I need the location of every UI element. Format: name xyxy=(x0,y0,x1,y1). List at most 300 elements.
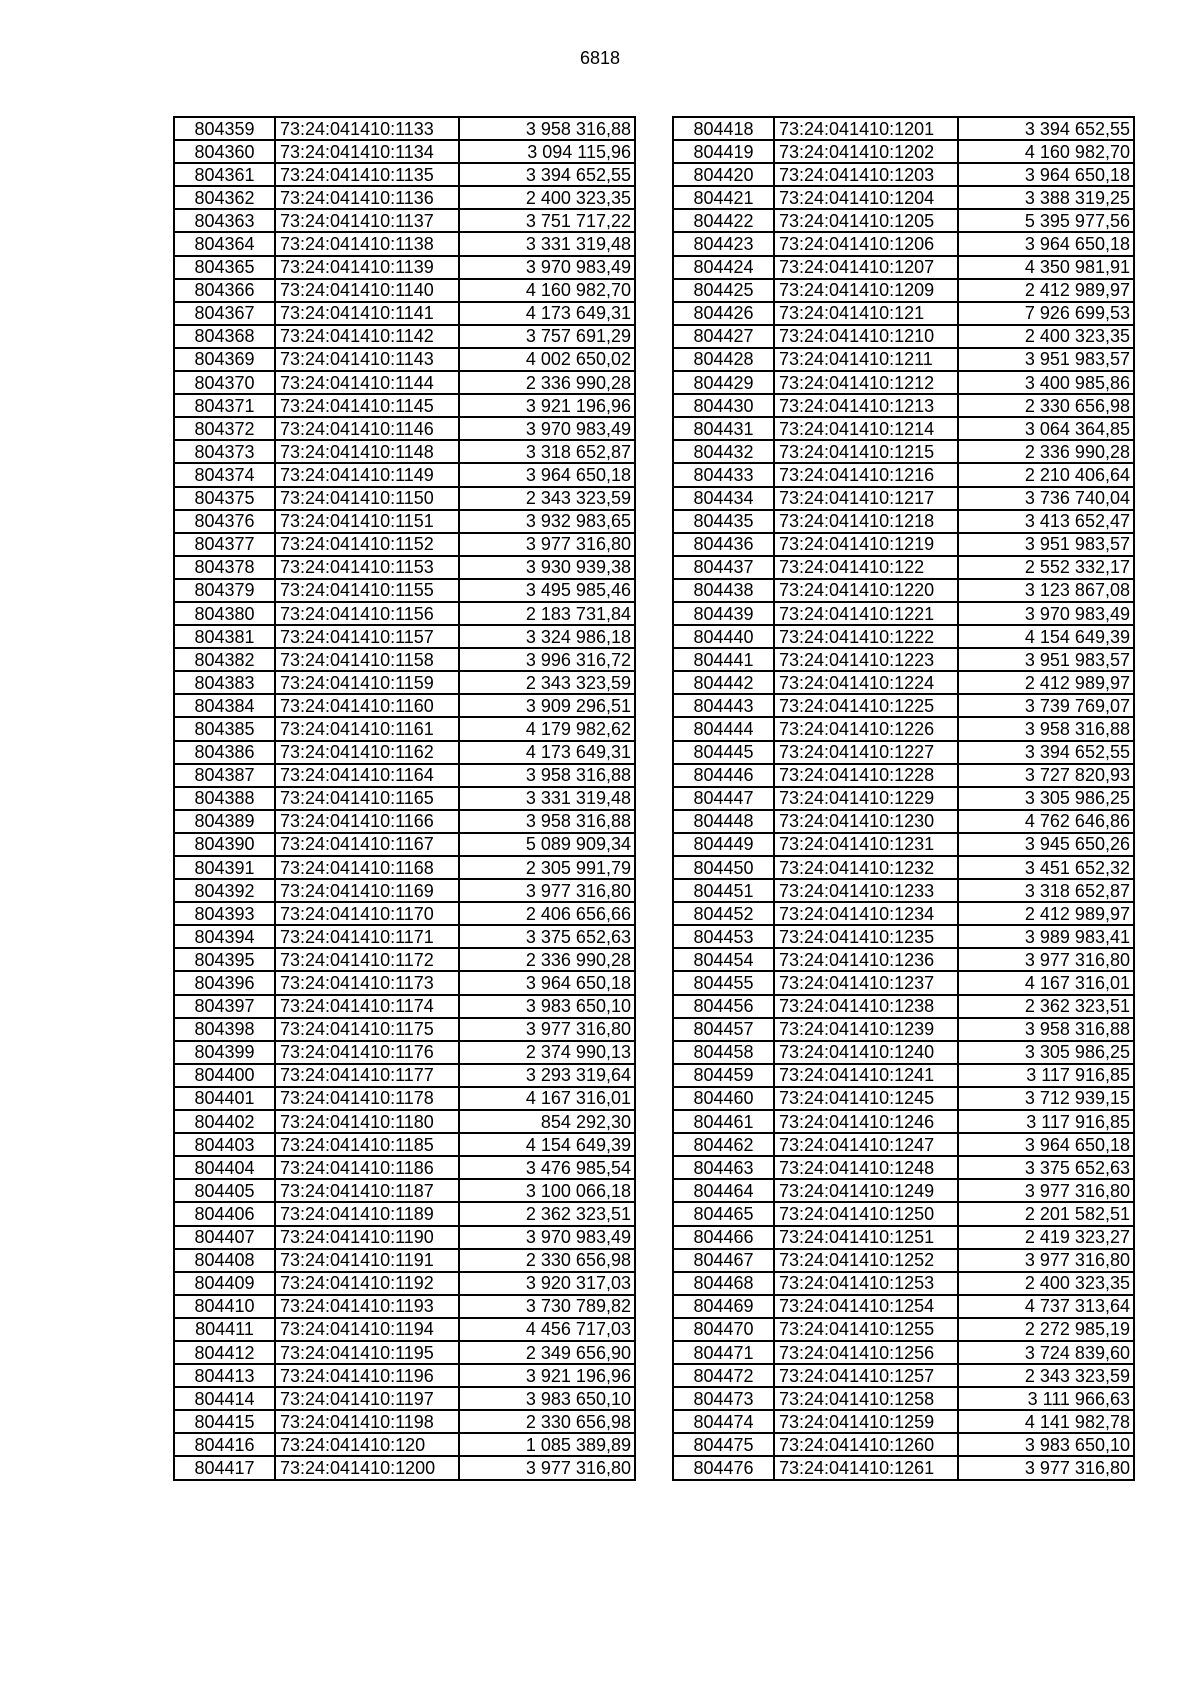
value-cell: 3 964 650,18 xyxy=(958,232,1134,255)
row-number-cell: 804470 xyxy=(673,1318,774,1341)
table-row xyxy=(174,487,635,510)
row-number-cell: 804382 xyxy=(174,648,275,671)
value-cell: 3 970 983,49 xyxy=(459,256,635,279)
row-number-cell: 804460 xyxy=(673,1087,774,1110)
value-cell: 3 394 652,55 xyxy=(958,117,1134,140)
value-cell: 2 183 731,84 xyxy=(459,602,635,625)
row-number-cell: 804469 xyxy=(673,1295,774,1318)
cadastral-number-cell: 73:24:041410:1161 xyxy=(275,717,459,740)
table-row xyxy=(673,371,1134,394)
value-cell: 4 173 649,31 xyxy=(459,741,635,764)
row-number-cell: 804413 xyxy=(174,1364,275,1387)
cadastral-number-cell: 73:24:041410:1236 xyxy=(774,948,958,971)
row-number-cell: 804456 xyxy=(673,995,774,1018)
cadastral-number-cell: 73:24:041410:1230 xyxy=(774,810,958,833)
cadastral-number-cell: 73:24:041410:1240 xyxy=(774,1041,958,1064)
value-cell: 3 117 916,85 xyxy=(958,1110,1134,1133)
value-cell: 4 350 981,91 xyxy=(958,256,1134,279)
row-number-cell: 804377 xyxy=(174,533,275,556)
cadastral-number-cell: 73:24:041410:1140 xyxy=(275,279,459,302)
row-number-cell: 804452 xyxy=(673,902,774,925)
cadastral-number-cell: 73:24:041410:1180 xyxy=(275,1110,459,1133)
value-cell: 2 336 990,28 xyxy=(459,371,635,394)
table-row xyxy=(174,1226,635,1249)
table-row xyxy=(174,833,635,856)
row-number-cell: 804466 xyxy=(673,1226,774,1249)
table-row xyxy=(174,787,635,810)
table-row xyxy=(673,902,1134,925)
row-number-cell: 804394 xyxy=(174,925,275,948)
cadastral-number-cell: 73:24:041410:1256 xyxy=(774,1341,958,1364)
cadastral-number-cell: 73:24:041410:1222 xyxy=(774,625,958,648)
table-row xyxy=(174,971,635,994)
cadastral-number-cell: 73:24:041410:1185 xyxy=(275,1133,459,1156)
cadastral-number-cell: 73:24:041410:1224 xyxy=(774,671,958,694)
row-number-cell: 804464 xyxy=(673,1179,774,1202)
table-row xyxy=(673,948,1134,971)
value-cell: 3 724 839,60 xyxy=(958,1341,1134,1364)
table-row xyxy=(673,279,1134,302)
row-number-cell: 804389 xyxy=(174,810,275,833)
row-number-cell: 804367 xyxy=(174,302,275,325)
cadastral-number-cell: 73:24:041410:1152 xyxy=(275,533,459,556)
table-row xyxy=(174,995,635,1018)
value-cell: 3 921 196,96 xyxy=(459,1364,635,1387)
table-row xyxy=(174,1272,635,1295)
cadastral-number-cell: 73:24:041410:1220 xyxy=(774,579,958,602)
row-number-cell: 804427 xyxy=(673,325,774,348)
cadastral-number-cell: 73:24:041410:1156 xyxy=(275,602,459,625)
value-cell: 3 909 296,51 xyxy=(459,694,635,717)
row-number-cell: 804415 xyxy=(174,1410,275,1433)
table-row xyxy=(673,487,1134,510)
cadastral-number-cell: 73:24:041410:1150 xyxy=(275,487,459,510)
value-cell: 3 111 966,63 xyxy=(958,1387,1134,1410)
table-row xyxy=(174,556,635,579)
table-row xyxy=(673,1456,1134,1479)
row-number-cell: 804407 xyxy=(174,1226,275,1249)
row-number-cell: 804365 xyxy=(174,256,275,279)
value-cell: 3 727 820,93 xyxy=(958,764,1134,787)
cadastral-number-cell: 73:24:041410:1195 xyxy=(275,1341,459,1364)
row-number-cell: 804457 xyxy=(673,1018,774,1041)
cadastral-number-cell: 73:24:041410:1153 xyxy=(275,556,459,579)
table-row xyxy=(174,1041,635,1064)
value-cell: 3 983 650,10 xyxy=(459,995,635,1018)
cadastral-number-cell: 73:24:041410:1146 xyxy=(275,417,459,440)
table-row xyxy=(174,1202,635,1225)
value-cell: 4 173 649,31 xyxy=(459,302,635,325)
value-cell: 3 736 740,04 xyxy=(958,487,1134,510)
table-row xyxy=(174,810,635,833)
value-cell: 3 117 916,85 xyxy=(958,1064,1134,1087)
table-row xyxy=(673,186,1134,209)
cadastral-number-cell: 73:24:041410:1212 xyxy=(774,371,958,394)
row-number-cell: 804461 xyxy=(673,1110,774,1133)
value-cell: 3 964 650,18 xyxy=(958,163,1134,186)
value-cell: 3 951 983,57 xyxy=(958,648,1134,671)
table-row xyxy=(174,764,635,787)
cadastral-number-cell: 73:24:041410:1134 xyxy=(275,140,459,163)
row-number-cell: 804435 xyxy=(673,510,774,533)
row-number-cell: 804443 xyxy=(673,694,774,717)
value-cell: 3 996 316,72 xyxy=(459,648,635,671)
table-row xyxy=(174,1087,635,1110)
row-number-cell: 804458 xyxy=(673,1041,774,1064)
row-number-cell: 804386 xyxy=(174,741,275,764)
cadastral-number-cell: 73:24:041410:1235 xyxy=(774,925,958,948)
table-row xyxy=(174,279,635,302)
cadastral-number-cell: 73:24:041410:1232 xyxy=(774,856,958,879)
value-cell: 3 977 316,80 xyxy=(459,879,635,902)
value-cell: 4 154 649,39 xyxy=(459,1133,635,1156)
value-cell: 4 002 650,02 xyxy=(459,348,635,371)
table-row xyxy=(673,463,1134,486)
value-cell: 5 089 909,34 xyxy=(459,833,635,856)
cadastral-number-cell: 73:24:041410:1145 xyxy=(275,394,459,417)
table-row xyxy=(673,232,1134,255)
table-row xyxy=(174,1433,635,1456)
value-cell: 3 964 650,18 xyxy=(958,1133,1134,1156)
cadastral-number-cell: 73:24:041410:1174 xyxy=(275,995,459,1018)
table-row xyxy=(174,694,635,717)
value-cell: 2 210 406,64 xyxy=(958,463,1134,486)
value-cell: 3 932 983,65 xyxy=(459,510,635,533)
cadastral-number-cell: 73:24:041410:1141 xyxy=(275,302,459,325)
value-cell: 2 374 990,13 xyxy=(459,1041,635,1064)
row-number-cell: 804372 xyxy=(174,417,275,440)
row-number-cell: 804462 xyxy=(673,1133,774,1156)
value-cell: 3 983 650,10 xyxy=(958,1433,1134,1456)
value-cell: 2 552 332,17 xyxy=(958,556,1134,579)
cadastral-number-cell: 73:24:041410:1159 xyxy=(275,671,459,694)
table-row xyxy=(174,1364,635,1387)
table-row xyxy=(174,602,635,625)
row-number-cell: 804421 xyxy=(673,186,774,209)
cadastral-number-cell: 73:24:041410:122 xyxy=(774,556,958,579)
table-row xyxy=(673,1179,1134,1202)
row-number-cell: 804436 xyxy=(673,533,774,556)
value-cell: 3 930 939,38 xyxy=(459,556,635,579)
row-number-cell: 804359 xyxy=(174,117,275,140)
table-row xyxy=(673,1064,1134,1087)
cadastral-number-cell: 73:24:041410:1177 xyxy=(275,1064,459,1087)
value-cell: 3 293 319,64 xyxy=(459,1064,635,1087)
table-row xyxy=(673,163,1134,186)
value-cell: 7 926 699,53 xyxy=(958,302,1134,325)
cadastral-number-cell: 73:24:041410:120 xyxy=(275,1433,459,1456)
left-table-body xyxy=(174,117,635,1480)
row-number-cell: 804439 xyxy=(673,602,774,625)
cadastral-number-cell: 73:24:041410:1193 xyxy=(275,1295,459,1318)
table-row xyxy=(174,902,635,925)
row-number-cell: 804441 xyxy=(673,648,774,671)
table-row xyxy=(673,1387,1134,1410)
value-cell: 3 305 986,25 xyxy=(958,787,1134,810)
table-row xyxy=(174,440,635,463)
cadastral-number-cell: 73:24:041410:1158 xyxy=(275,648,459,671)
row-number-cell: 804408 xyxy=(174,1249,275,1272)
value-cell: 2 400 323,35 xyxy=(459,186,635,209)
row-number-cell: 804360 xyxy=(174,140,275,163)
value-cell: 3 094 115,96 xyxy=(459,140,635,163)
row-number-cell: 804468 xyxy=(673,1272,774,1295)
row-number-cell: 804473 xyxy=(673,1387,774,1410)
table-row xyxy=(174,256,635,279)
value-cell: 2 400 323,35 xyxy=(958,1272,1134,1295)
value-cell: 3 977 316,80 xyxy=(958,1456,1134,1479)
table-row xyxy=(673,602,1134,625)
value-cell: 3 958 316,88 xyxy=(459,764,635,787)
table-row xyxy=(174,163,635,186)
page-number: 6818 xyxy=(579,48,621,68)
table-row xyxy=(174,1179,635,1202)
value-cell: 3 394 652,55 xyxy=(459,163,635,186)
row-number-cell: 804450 xyxy=(673,856,774,879)
value-cell: 2 419 323,27 xyxy=(958,1226,1134,1249)
table-row xyxy=(174,394,635,417)
cadastral-number-cell: 73:24:041410:1239 xyxy=(774,1018,958,1041)
table-row xyxy=(673,879,1134,902)
table-row xyxy=(174,717,635,740)
cadastral-number-cell: 73:24:041410:1139 xyxy=(275,256,459,279)
row-number-cell: 804442 xyxy=(673,671,774,694)
table-row xyxy=(174,232,635,255)
row-number-cell: 804429 xyxy=(673,371,774,394)
table-row xyxy=(174,648,635,671)
value-cell: 3 970 983,49 xyxy=(459,417,635,440)
cadastral-number-cell: 73:24:041410:1155 xyxy=(275,579,459,602)
table-row xyxy=(673,1272,1134,1295)
cadastral-number-cell: 73:24:041410:1165 xyxy=(275,787,459,810)
table-row xyxy=(673,209,1134,232)
table-row xyxy=(174,948,635,971)
cadastral-number-cell: 73:24:041410:1219 xyxy=(774,533,958,556)
cadastral-number-cell: 73:24:041410:1135 xyxy=(275,163,459,186)
cadastral-number-cell: 73:24:041410:1148 xyxy=(275,440,459,463)
cadastral-number-cell: 73:24:041410:1214 xyxy=(774,417,958,440)
row-number-cell: 804374 xyxy=(174,463,275,486)
table-row xyxy=(673,1318,1134,1341)
value-cell: 3 757 691,29 xyxy=(459,325,635,348)
value-cell: 2 330 656,98 xyxy=(459,1410,635,1433)
table-row xyxy=(174,625,635,648)
cadastral-number-cell: 73:24:041410:1143 xyxy=(275,348,459,371)
row-number-cell: 804363 xyxy=(174,209,275,232)
row-number-cell: 804465 xyxy=(673,1202,774,1225)
cadastral-number-cell: 73:24:041410:1164 xyxy=(275,764,459,787)
cadastral-number-cell: 73:24:041410:1223 xyxy=(774,648,958,671)
row-number-cell: 804419 xyxy=(673,140,774,163)
cadastral-number-cell: 73:24:041410:1207 xyxy=(774,256,958,279)
row-number-cell: 804417 xyxy=(174,1456,275,1479)
table-row xyxy=(673,348,1134,371)
value-cell: 2 343 323,59 xyxy=(459,671,635,694)
table-row xyxy=(174,1456,635,1479)
value-cell: 3 958 316,88 xyxy=(459,810,635,833)
cadastral-number-cell: 73:24:041410:1133 xyxy=(275,117,459,140)
row-number-cell: 804368 xyxy=(174,325,275,348)
value-cell: 3 476 985,54 xyxy=(459,1156,635,1179)
row-number-cell: 804395 xyxy=(174,948,275,971)
cadastral-number-cell: 73:24:041410:1249 xyxy=(774,1179,958,1202)
cadastral-number-cell: 73:24:041410:1218 xyxy=(774,510,958,533)
cadastral-number-cell: 73:24:041410:1225 xyxy=(774,694,958,717)
table-row xyxy=(673,1133,1134,1156)
cadastral-number-cell: 73:24:041410:1172 xyxy=(275,948,459,971)
cadastral-number-cell: 73:24:041410:1192 xyxy=(275,1272,459,1295)
cadastral-number-cell: 73:24:041410:1215 xyxy=(774,440,958,463)
cadastral-number-cell: 73:24:041410:1170 xyxy=(275,902,459,925)
table-row xyxy=(673,971,1134,994)
row-number-cell: 804448 xyxy=(673,810,774,833)
row-number-cell: 804393 xyxy=(174,902,275,925)
value-cell: 3 945 650,26 xyxy=(958,833,1134,856)
row-number-cell: 804434 xyxy=(673,487,774,510)
cadastral-number-cell: 73:24:041410:1151 xyxy=(275,510,459,533)
row-number-cell: 804425 xyxy=(673,279,774,302)
row-number-cell: 804388 xyxy=(174,787,275,810)
cadastral-number-cell: 73:24:041410:1162 xyxy=(275,741,459,764)
cadastral-number-cell: 73:24:041410:1261 xyxy=(774,1456,958,1479)
table-row xyxy=(174,1249,635,1272)
row-number-cell: 804398 xyxy=(174,1018,275,1041)
table-row xyxy=(673,1156,1134,1179)
row-number-cell: 804405 xyxy=(174,1179,275,1202)
table-row xyxy=(673,694,1134,717)
table-row xyxy=(673,1364,1134,1387)
value-cell: 3 375 652,63 xyxy=(958,1156,1134,1179)
cadastral-number-cell: 73:24:041410:1202 xyxy=(774,140,958,163)
cadastral-number-cell: 73:24:041410:1229 xyxy=(774,787,958,810)
table-row xyxy=(673,117,1134,140)
table-row xyxy=(174,1410,635,1433)
table-row xyxy=(174,579,635,602)
value-cell: 1 085 389,89 xyxy=(459,1433,635,1456)
table-row xyxy=(673,925,1134,948)
cadastral-number-cell: 73:24:041410:1144 xyxy=(275,371,459,394)
cadastral-number-cell: 73:24:041410:1226 xyxy=(774,717,958,740)
row-number-cell: 804476 xyxy=(673,1456,774,1479)
cadastral-number-cell: 73:24:041410:1167 xyxy=(275,833,459,856)
cadastral-number-cell: 73:24:041410:1136 xyxy=(275,186,459,209)
cadastral-number-cell: 73:24:041410:1210 xyxy=(774,325,958,348)
value-cell: 3 394 652,55 xyxy=(958,741,1134,764)
cadastral-number-cell: 73:24:041410:1246 xyxy=(774,1110,958,1133)
table-row xyxy=(174,741,635,764)
cadastral-number-cell: 73:24:041410:1138 xyxy=(275,232,459,255)
table-row xyxy=(174,1387,635,1410)
table-row xyxy=(174,417,635,440)
table-row xyxy=(174,186,635,209)
row-number-cell: 804387 xyxy=(174,764,275,787)
table-row xyxy=(174,856,635,879)
value-cell: 3 331 319,48 xyxy=(459,232,635,255)
row-number-cell: 804370 xyxy=(174,371,275,394)
cadastral-number-cell: 73:24:041410:1255 xyxy=(774,1318,958,1341)
table-row xyxy=(673,440,1134,463)
cadastral-number-cell: 73:24:041410:1173 xyxy=(275,971,459,994)
row-number-cell: 804391 xyxy=(174,856,275,879)
value-cell: 3 730 789,82 xyxy=(459,1295,635,1318)
value-cell: 2 336 990,28 xyxy=(958,440,1134,463)
value-cell: 4 456 717,03 xyxy=(459,1318,635,1341)
value-cell: 2 305 991,79 xyxy=(459,856,635,879)
row-number-cell: 804471 xyxy=(673,1341,774,1364)
row-number-cell: 804369 xyxy=(174,348,275,371)
table-row xyxy=(174,1064,635,1087)
value-cell: 2 201 582,51 xyxy=(958,1202,1134,1225)
cadastral-number-cell: 73:24:041410:1166 xyxy=(275,810,459,833)
row-number-cell: 804402 xyxy=(174,1110,275,1133)
value-cell: 3 977 316,80 xyxy=(459,1018,635,1041)
row-number-cell: 804446 xyxy=(673,764,774,787)
value-cell: 2 343 323,59 xyxy=(459,487,635,510)
row-number-cell: 804378 xyxy=(174,556,275,579)
row-number-cell: 804437 xyxy=(673,556,774,579)
value-cell: 3 413 652,47 xyxy=(958,510,1134,533)
table-row xyxy=(174,1156,635,1179)
cadastral-number-cell: 73:24:041410:1178 xyxy=(275,1087,459,1110)
cadastral-number-cell: 73:24:041410:1228 xyxy=(774,764,958,787)
table-row xyxy=(174,925,635,948)
cadastral-number-cell: 73:24:041410:1260 xyxy=(774,1433,958,1456)
cadastral-number-cell: 73:24:041410:1231 xyxy=(774,833,958,856)
cadastral-number-cell: 73:24:041410:1217 xyxy=(774,487,958,510)
row-number-cell: 804397 xyxy=(174,995,275,1018)
row-number-cell: 804375 xyxy=(174,487,275,510)
table-row xyxy=(673,1110,1134,1133)
row-number-cell: 804396 xyxy=(174,971,275,994)
value-cell: 4 154 649,39 xyxy=(958,625,1134,648)
value-cell: 3 977 316,80 xyxy=(459,1456,635,1479)
table-row xyxy=(673,394,1134,417)
cadastral-number-cell: 73:24:041410:1205 xyxy=(774,209,958,232)
table-row xyxy=(174,209,635,232)
cadastral-number-cell: 73:24:041410:1258 xyxy=(774,1387,958,1410)
value-cell: 3 989 983,41 xyxy=(958,925,1134,948)
value-cell: 3 951 983,57 xyxy=(958,533,1134,556)
value-cell: 4 141 982,78 xyxy=(958,1410,1134,1433)
value-cell: 3 958 316,88 xyxy=(958,1018,1134,1041)
row-number-cell: 804404 xyxy=(174,1156,275,1179)
row-number-cell: 804401 xyxy=(174,1087,275,1110)
row-number-cell: 804430 xyxy=(673,394,774,417)
value-cell: 3 977 316,80 xyxy=(958,1249,1134,1272)
value-cell: 3 123 867,08 xyxy=(958,579,1134,602)
row-number-cell: 804444 xyxy=(673,717,774,740)
table-row xyxy=(673,1202,1134,1225)
table-row xyxy=(673,256,1134,279)
value-cell: 2 343 323,59 xyxy=(958,1364,1134,1387)
table-row xyxy=(673,510,1134,533)
value-cell: 3 400 985,86 xyxy=(958,371,1134,394)
row-number-cell: 804406 xyxy=(174,1202,275,1225)
cadastral-number-cell: 73:24:041410:1201 xyxy=(774,117,958,140)
cadastral-number-cell: 73:24:041410:1209 xyxy=(774,279,958,302)
row-number-cell: 804418 xyxy=(673,117,774,140)
table-row xyxy=(673,741,1134,764)
table-row xyxy=(174,1318,635,1341)
row-number-cell: 804373 xyxy=(174,440,275,463)
row-number-cell: 804454 xyxy=(673,948,774,971)
table-row xyxy=(673,1226,1134,1249)
table-row xyxy=(174,1018,635,1041)
table-row xyxy=(174,463,635,486)
table-row xyxy=(174,1295,635,1318)
row-number-cell: 804371 xyxy=(174,394,275,417)
cadastral-number-cell: 73:24:041410:1189 xyxy=(275,1202,459,1225)
